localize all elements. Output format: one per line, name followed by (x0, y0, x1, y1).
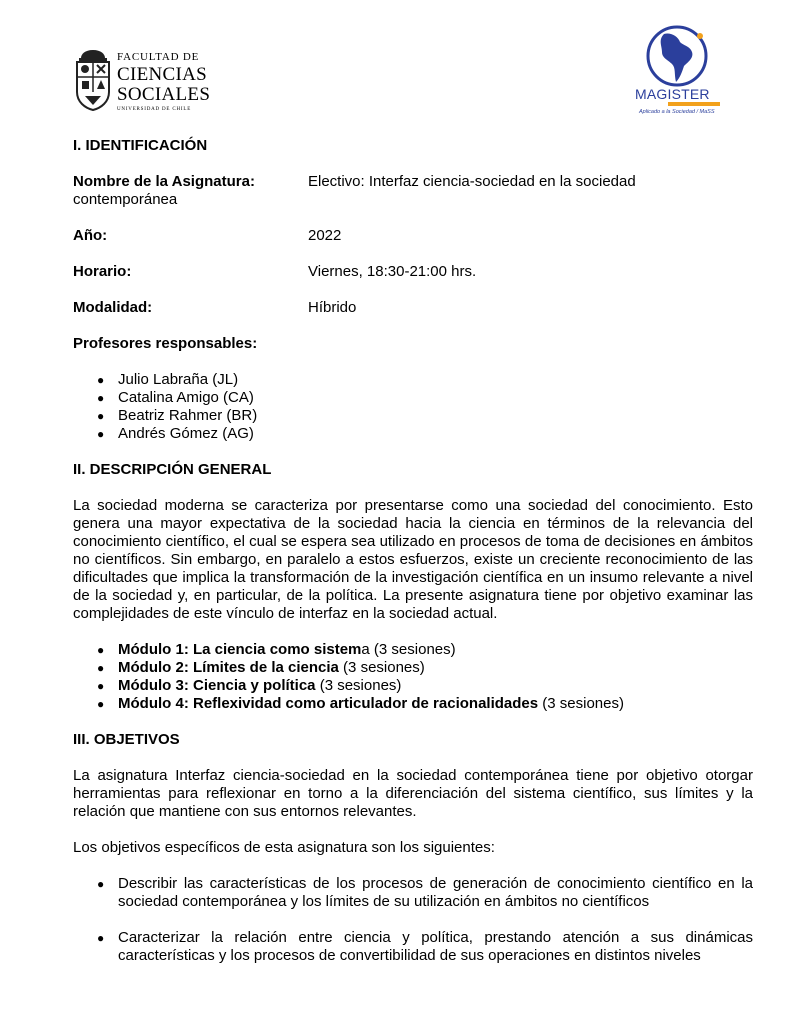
magister-logo (632, 22, 722, 122)
list-item: ● Describir las características de los procesos de generación de conocimiento científico en la sociedad contemporánea y los límites de su utilización en ámbitos no científicos (97, 875, 753, 910)
bullet-icon: ● (97, 643, 105, 657)
list-item: ● Julio Labraña (JL) (97, 371, 239, 388)
anio-label: Año: (73, 227, 108, 244)
asignatura-value-continuation: contemporánea (73, 191, 178, 208)
bullet-icon: ● (97, 931, 105, 945)
section-identificacion-heading: I. IDENTIFICACIÓN (73, 137, 208, 154)
list-item: ● Módulo 2: Límites de la ciencia (3 sesiones) (97, 659, 425, 676)
objetivos-paragraph: La asignatura Interfaz ciencia-sociedad en la sociedad contemporánea tiene por objetivo otorgar herramientas para reflexionar en torno a la diferenciación del sistema científico, sus límites y la relación que mantiene con sus entornos relevantes. (73, 767, 753, 820)
modulos-list (73, 641, 753, 713)
fcs-logo-line2: CIENCIAS (117, 64, 208, 85)
fcs-logo (73, 48, 211, 118)
horario-row (73, 263, 753, 281)
modalidad-value: Híbrido (308, 299, 357, 316)
profesores-list (73, 371, 753, 443)
list-item: ● Caracterizar la relación entre ciencia y política, prestando atención a sus dinámicas características y los procesos de convertibilidad de sus operaciones en distintos niveles (97, 929, 753, 964)
bullet-icon: ● (97, 409, 105, 423)
asignatura-label: Nombre de la Asignatura: (73, 173, 255, 190)
objetivos-intro: Los objetivos específicos de esta asignatura son los siguientes: (73, 839, 495, 856)
bullet-icon: ● (97, 427, 105, 441)
asignatura-value: Electivo: Interfaz ciencia-sociedad en la sociedad (308, 173, 636, 190)
horario-label: Horario: (73, 263, 132, 280)
objetivos-list (73, 875, 753, 965)
document-body (73, 137, 753, 965)
bullet-icon: ● (97, 373, 105, 387)
horario-value: Viernes, 18:30-21:00 hrs. (308, 263, 477, 280)
list-item: ● Módulo 1: La ciencia como sistema (3 sesiones) (97, 641, 456, 658)
magister-accent-bar (668, 102, 720, 106)
bullet-icon: ● (97, 391, 105, 405)
modalidad-row (73, 299, 753, 317)
magister-title: MAGISTER (635, 86, 710, 102)
fcs-logo-line1: FACULTAD DE (117, 51, 200, 63)
bullet-icon: ● (97, 679, 105, 693)
list-item: ● Módulo 4: Reflexividad como articulador de racionalidades (3 sesiones) (97, 695, 624, 712)
section-objetivos-heading: III. OBJETIVOS (73, 731, 180, 748)
modalidad-label: Modalidad: (73, 299, 153, 316)
bullet-icon: ● (97, 661, 105, 675)
globe-america-icon (632, 22, 722, 92)
section-descripcion-heading: II. DESCRIPCIÓN GENERAL (73, 461, 272, 478)
asignatura-row (73, 173, 753, 191)
bullet-icon: ● (97, 877, 105, 891)
anio-value: 2022 (308, 227, 342, 244)
descripcion-paragraph: La sociedad moderna se caracteriza por presentarse como una sociedad del conocimiento. Esto genera una mayor expectativa de la sociedad hacia la ciencia en términos de la relevancia del conocimiento científico, el cual se espera sea utilizado en procesos de toma de decisiones en ámbitos no científicos. Sin embargo, en paralelo a estos esfuerzos, existe un creciente reconocimiento de las dificultades que implica la transformación de la investigación científica en un insumo relevante a nivel de la sociedad y, en particular, de la política. La presente asignatura tiene por objetivo examinar las complejidades de este vínculo de interfaz en la sociedad actual. (73, 497, 753, 622)
magister-subtitle: Aplicado a la Sociedad / MaSS (639, 109, 715, 115)
list-item: ● Andrés Gómez (AG) (97, 425, 254, 442)
profesores-label: Profesores responsables: (73, 335, 258, 352)
list-item: ● Catalina Amigo (CA) (97, 389, 254, 406)
anio-row (73, 227, 753, 245)
bullet-icon: ● (97, 697, 105, 711)
university-seal-icon (73, 48, 113, 112)
list-item: ● Módulo 3: Ciencia y política (3 sesiones) (97, 677, 402, 694)
list-item: ● Beatriz Rahmer (BR) (97, 407, 258, 424)
fcs-logo-line4: UNIVERSIDAD DE CHILE (117, 107, 192, 112)
fcs-logo-line3: SOCIALES (117, 84, 211, 105)
